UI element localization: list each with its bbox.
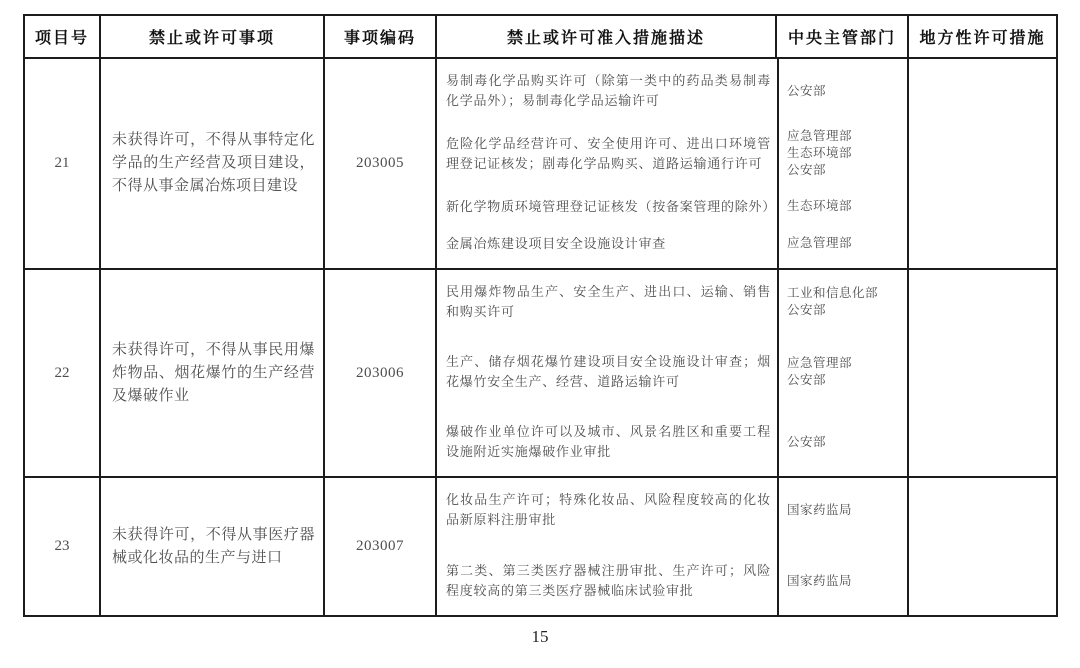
item-number-cell: 23 <box>25 478 101 615</box>
measures-cell <box>437 270 909 476</box>
measure-row <box>437 71 907 111</box>
measure-row <box>437 352 907 392</box>
item-number-cell: 21 <box>25 59 101 268</box>
header-cell-4: 中央主管部门 <box>777 16 909 57</box>
measure-description: 化妆品生产许可；特殊化妆品、风险程度较高的化妆品新原料注册审批 <box>446 492 771 527</box>
matter-text: 未获得许可，不得从事医疗器械或化妆品的生产与进口 <box>112 526 315 566</box>
department-name: 公安部 <box>787 373 827 387</box>
matter-text: 未获得许可，不得从事民用爆炸物品、烟花爆竹的生产经营及爆破作业 <box>112 341 315 404</box>
department-name: 应急管理部 <box>787 356 853 370</box>
header-cell-2: 事项编码 <box>325 16 437 57</box>
header-cell-5: 地方性许可措施 <box>919 30 1046 47</box>
local-measures-cell <box>909 59 1056 268</box>
local-measures-cell <box>909 478 1056 615</box>
department-name: 国家药监局 <box>787 502 853 517</box>
departments-group <box>777 355 907 389</box>
measures-cell <box>437 59 909 268</box>
department-name: 生态环境部 <box>787 146 853 161</box>
column-divider <box>777 59 779 268</box>
matter-code-cell: 203006 <box>325 270 437 476</box>
matter-cell <box>101 59 325 268</box>
page-number: 15 <box>531 627 549 646</box>
header-cell-0: 项目号 <box>25 16 101 57</box>
measure-row <box>437 422 907 462</box>
departments-group <box>777 198 907 215</box>
departments-group <box>777 83 907 100</box>
department-name: 公安部 <box>787 163 827 178</box>
column-divider <box>777 270 779 476</box>
local-measures-cell <box>909 270 1056 476</box>
department-name: 生态环境部 <box>787 199 853 214</box>
measures-cell <box>437 478 909 615</box>
departments-group <box>777 434 907 451</box>
header-cell-3: 禁止或许可准入措施描述 <box>437 16 777 57</box>
table-row <box>25 478 1056 615</box>
department-name: 公安部 <box>787 434 827 449</box>
departments-group <box>777 128 907 179</box>
department-name: 国家药监局 <box>787 573 853 588</box>
table-row <box>25 270 1056 478</box>
measure-row <box>437 490 907 530</box>
measure-description: 爆破作业单位许可以及城市、风景名胜区和重要工程设施附近实施爆破作业审批 <box>446 424 771 459</box>
matter-cell <box>101 478 325 615</box>
measure-description: 民用爆炸物品生产、安全生产、进出口、运输、销售和购买许可 <box>446 284 771 319</box>
department-name: 工业和信息化部 <box>787 286 879 300</box>
department-name: 应急管理部 <box>787 129 853 144</box>
measure-description: 易制毒化学品购买许可（除第一类中的药品类易制毒化学品外）；易制毒化学品运输许可 <box>446 73 771 108</box>
table-body <box>25 59 1056 615</box>
department-name: 公安部 <box>787 303 827 317</box>
matter-text: 未获得许可，不得从事特定化学品的生产经营及项目建设，不得从事金属冶炼项目建设 <box>112 132 315 194</box>
matter-cell <box>101 270 325 476</box>
measure-description: 第二类、第三类医疗器械注册审批、生产许可；风险程度较高的第三类医疗器械临床试验审批 <box>446 563 771 598</box>
item-number-cell: 22 <box>25 270 101 476</box>
column-divider <box>777 478 779 615</box>
table-header-row <box>25 16 1056 59</box>
departments-group <box>777 285 907 319</box>
licensing-measures-table <box>23 14 1058 617</box>
header-cell-1: 禁止或许可事项 <box>101 16 325 57</box>
department-name: 应急管理部 <box>787 236 853 251</box>
measure-row <box>437 282 907 322</box>
matter-code-cell: 203005 <box>325 59 437 268</box>
matter-code-cell: 203007 <box>325 478 437 615</box>
measure-row <box>437 128 907 179</box>
measure-row <box>437 197 907 217</box>
measure-row <box>437 561 907 601</box>
measure-description: 危险化学品经营许可、安全使用许可、进出口环境管理登记证核发；剧毒化学品购买、道路运输通行许可 <box>446 135 771 171</box>
measure-description: 生产、储存烟花爆竹建设项目安全设施设计审查；烟花爆竹安全生产、经营、道路运输许可 <box>446 354 771 389</box>
table-row <box>25 59 1056 270</box>
departments-group <box>777 573 907 590</box>
measure-row <box>437 234 907 254</box>
departments-group <box>777 502 907 519</box>
measure-description: 金属冶炼建设项目安全设施设计审查 <box>446 235 667 251</box>
departments-group <box>777 235 907 252</box>
measure-description: 新化学物质环境管理登记证核发（按备案管理的除外） <box>446 198 777 214</box>
department-name: 公安部 <box>787 83 827 98</box>
